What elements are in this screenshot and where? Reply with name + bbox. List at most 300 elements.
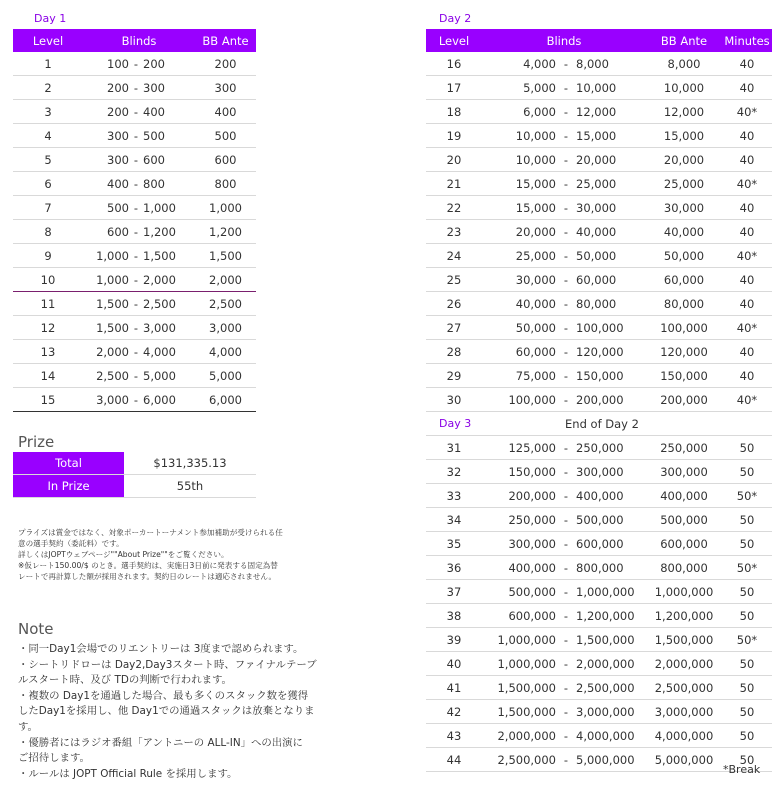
- minutes-cell: 50: [722, 652, 772, 676]
- blind-separator: -: [556, 388, 576, 412]
- prize-fine-print: [18, 527, 318, 582]
- table-row: [426, 52, 772, 76]
- blind-separator: -: [556, 748, 576, 772]
- level-cell: 6: [13, 172, 83, 196]
- blind-separator: -: [556, 556, 576, 580]
- small-blind-cell: 1,500,000: [482, 700, 556, 724]
- fine-print-line: プライズは賞金ではなく、対象ポーカートーナメント参加補助が受けられる任: [18, 528, 283, 537]
- bb-ante-cell: 5,000: [195, 364, 256, 388]
- level-cell: 5: [13, 148, 83, 172]
- level-cell: 29: [426, 364, 482, 388]
- minutes-cell: 40*: [722, 100, 772, 124]
- header-blinds: Blinds: [482, 29, 646, 52]
- big-blind-cell: 200,000: [576, 388, 646, 412]
- big-blind-cell: 3,000,000: [576, 700, 646, 724]
- small-blind-cell: 400,000: [482, 556, 556, 580]
- blind-separator: -: [556, 484, 576, 508]
- big-blind-cell: 12,000: [576, 100, 646, 124]
- minutes-cell: 40*: [722, 388, 772, 412]
- level-cell: 35: [426, 532, 482, 556]
- day1-header-row: [13, 29, 256, 52]
- big-blind-cell: 60,000: [576, 268, 646, 292]
- minutes-cell: 40: [722, 340, 772, 364]
- big-blind-cell: 30,000: [576, 196, 646, 220]
- table-row: [426, 196, 772, 220]
- table-row: [426, 556, 772, 580]
- big-blind-cell: 500: [143, 124, 195, 148]
- small-blind-cell: 200: [83, 100, 129, 124]
- big-blind-cell: 15,000: [576, 124, 646, 148]
- note-line: ・同一Day1会場でのリエントリーは 3度まで認められます。: [18, 643, 304, 655]
- big-blind-cell: 2,000,000: [576, 652, 646, 676]
- bb-ante-cell: 3,000: [195, 316, 256, 340]
- bb-ante-cell: 800,000: [646, 556, 722, 580]
- blind-separator: -: [556, 580, 576, 604]
- minutes-cell: 40: [722, 268, 772, 292]
- blind-separator: -: [129, 172, 143, 196]
- blind-separator: -: [129, 388, 143, 412]
- level-cell: 1: [13, 52, 83, 76]
- table-row: [426, 580, 772, 604]
- small-blind-cell: 6,000: [482, 100, 556, 124]
- table-row: [426, 100, 772, 124]
- big-blind-cell: 300,000: [576, 460, 646, 484]
- prize-value: 55th: [124, 475, 256, 498]
- bb-ante-cell: 2,000: [195, 268, 256, 292]
- level-cell: 32: [426, 460, 482, 484]
- table-row: [426, 484, 772, 508]
- minutes-cell: 40: [722, 148, 772, 172]
- big-blind-cell: 20,000: [576, 148, 646, 172]
- minutes-cell: 40: [722, 52, 772, 76]
- minutes-cell: 50*: [722, 556, 772, 580]
- big-blind-cell: 8,000: [576, 52, 646, 76]
- table-row: [426, 148, 772, 172]
- bb-ante-cell: 3,000,000: [646, 700, 722, 724]
- bb-ante-cell: 200: [195, 52, 256, 76]
- bb-ante-cell: 250,000: [646, 436, 722, 460]
- bb-ante-cell: 500,000: [646, 508, 722, 532]
- level-cell: 3: [13, 100, 83, 124]
- table-row: [13, 244, 256, 268]
- small-blind-cell: 10,000: [482, 124, 556, 148]
- small-blind-cell: 10,000: [482, 148, 556, 172]
- big-blind-cell: 2,500: [143, 292, 195, 316]
- bb-ante-cell: 600,000: [646, 532, 722, 556]
- table-row: [426, 436, 772, 460]
- big-blind-cell: 600: [143, 148, 195, 172]
- empty-cell: [722, 412, 772, 436]
- big-blind-cell: 25,000: [576, 172, 646, 196]
- level-cell: 26: [426, 292, 482, 316]
- bb-ante-cell: 2,500,000: [646, 676, 722, 700]
- small-blind-cell: 300: [83, 124, 129, 148]
- level-cell: 2: [13, 76, 83, 100]
- small-blind-cell: 25,000: [482, 244, 556, 268]
- bb-ante-cell: 500: [195, 124, 256, 148]
- small-blind-cell: 300,000: [482, 532, 556, 556]
- bb-ante-cell: 1,000: [195, 196, 256, 220]
- table-row: [426, 748, 772, 772]
- level-cell: 31: [426, 436, 482, 460]
- blind-separator: -: [556, 220, 576, 244]
- blind-separator: -: [129, 220, 143, 244]
- fine-print-line: 意の選手契約（委託料）です。: [18, 539, 124, 548]
- bb-ante-cell: 400: [195, 100, 256, 124]
- level-cell: 24: [426, 244, 482, 268]
- table-row: [426, 172, 772, 196]
- small-blind-cell: 2,500,000: [482, 748, 556, 772]
- small-blind-cell: 50,000: [482, 316, 556, 340]
- level-cell: 16: [426, 52, 482, 76]
- blind-separator: -: [556, 532, 576, 556]
- bb-ante-cell: 4,000: [195, 340, 256, 364]
- blind-separator: -: [556, 148, 576, 172]
- blind-separator: -: [556, 52, 576, 76]
- day3-label: Day 3: [426, 412, 482, 436]
- blind-separator: -: [129, 52, 143, 76]
- bb-ante-cell: 6,000: [195, 388, 256, 412]
- level-cell: 36: [426, 556, 482, 580]
- bb-ante-cell: 10,000: [646, 76, 722, 100]
- fine-print-line: ※仮レート150.00/$ のとき。選手契約は、実施日3日前に発表する固定為替: [18, 561, 278, 570]
- prize-key: In Prize: [13, 475, 124, 498]
- small-blind-cell: 300: [83, 148, 129, 172]
- note-body: [18, 642, 318, 782]
- day2-label: Day 2: [439, 12, 472, 25]
- fine-print-line: レートで再計算した額が採用されます。契約日のレートは適応されません。: [18, 572, 277, 581]
- level-cell: 43: [426, 724, 482, 748]
- bb-ante-cell: 2,000,000: [646, 652, 722, 676]
- big-blind-cell: 1,000: [143, 196, 195, 220]
- big-blind-cell: 250,000: [576, 436, 646, 460]
- big-blind-cell: 300: [143, 76, 195, 100]
- blind-separator: -: [129, 292, 143, 316]
- header-level: Level: [426, 29, 482, 52]
- blind-separator: -: [556, 172, 576, 196]
- day2-header-row: [426, 29, 772, 52]
- prize-title: Prize: [18, 433, 55, 451]
- level-cell: 22: [426, 196, 482, 220]
- minutes-cell: 50: [722, 724, 772, 748]
- small-blind-cell: 15,000: [482, 196, 556, 220]
- small-blind-cell: 600,000: [482, 604, 556, 628]
- fine-print-line: 詳しくはJOPTウェブページ""About Prize""をご覧ください。: [18, 550, 229, 559]
- bb-ante-cell: 400,000: [646, 484, 722, 508]
- small-blind-cell: 1,000: [83, 268, 129, 292]
- level-cell: 33: [426, 484, 482, 508]
- table-row: [426, 124, 772, 148]
- prize-table: [13, 452, 256, 498]
- blind-separator: -: [556, 316, 576, 340]
- level-cell: 4: [13, 124, 83, 148]
- level-cell: 25: [426, 268, 482, 292]
- blind-separator: -: [556, 76, 576, 100]
- level-cell: 13: [13, 340, 83, 364]
- bb-ante-cell: 100,000: [646, 316, 722, 340]
- note-line: ご招待します。: [18, 752, 90, 765]
- blind-separator: -: [129, 340, 143, 364]
- table-row: [13, 220, 256, 244]
- table-row: [13, 340, 256, 364]
- small-blind-cell: 5,000: [482, 76, 556, 100]
- small-blind-cell: 2,000,000: [482, 724, 556, 748]
- blind-separator: -: [556, 196, 576, 220]
- blind-separator: -: [556, 364, 576, 388]
- note-title: Note: [18, 620, 54, 638]
- end-of-day2-label: End of Day 2: [482, 412, 722, 436]
- level-cell: 19: [426, 124, 482, 148]
- small-blind-cell: 60,000: [482, 340, 556, 364]
- bb-ante-cell: 200,000: [646, 388, 722, 412]
- big-blind-cell: 10,000: [576, 76, 646, 100]
- big-blind-cell: 100,000: [576, 316, 646, 340]
- day1-label: Day 1: [34, 12, 67, 25]
- level-cell: 11: [13, 292, 83, 316]
- break-footnote: *Break: [723, 763, 761, 776]
- bb-ante-cell: 30,000: [646, 196, 722, 220]
- bb-ante-cell: 1,500: [195, 244, 256, 268]
- bb-ante-cell: 120,000: [646, 340, 722, 364]
- small-blind-cell: 2,500: [83, 364, 129, 388]
- prize-value: $131,335.13: [124, 452, 256, 475]
- table-row: [13, 148, 256, 172]
- level-cell: 12: [13, 316, 83, 340]
- minutes-cell: 40: [722, 196, 772, 220]
- bb-ante-cell: 150,000: [646, 364, 722, 388]
- note-line: ・ルールは JOPT Official Rule を採用します。: [18, 767, 238, 780]
- blind-separator: -: [556, 244, 576, 268]
- big-blind-cell: 2,500,000: [576, 676, 646, 700]
- blind-separator: -: [129, 100, 143, 124]
- table-row: [13, 76, 256, 100]
- table-row: [426, 724, 772, 748]
- small-blind-cell: 1,000,000: [482, 628, 556, 652]
- level-cell: 34: [426, 508, 482, 532]
- prize-key: Total: [13, 452, 124, 475]
- minutes-cell: 40: [722, 76, 772, 100]
- small-blind-cell: 200,000: [482, 484, 556, 508]
- table-row: [13, 172, 256, 196]
- table-row: [426, 364, 772, 388]
- blind-separator: -: [129, 244, 143, 268]
- table-row: [13, 124, 256, 148]
- table-row: [426, 676, 772, 700]
- bb-ante-cell: 20,000: [646, 148, 722, 172]
- minutes-cell: 50: [722, 436, 772, 460]
- small-blind-cell: 75,000: [482, 364, 556, 388]
- table-row: [13, 292, 256, 316]
- header-bb-ante: BB Ante: [646, 29, 722, 52]
- bb-ante-cell: 4,000,000: [646, 724, 722, 748]
- level-cell: 10: [13, 268, 83, 292]
- table-row: [13, 316, 256, 340]
- level-cell: 15: [13, 388, 83, 412]
- blind-separator: -: [556, 268, 576, 292]
- minutes-cell: 50: [722, 676, 772, 700]
- small-blind-cell: 1,000,000: [482, 652, 556, 676]
- table-row: [426, 508, 772, 532]
- blind-separator: -: [556, 100, 576, 124]
- prize-row: [13, 452, 256, 475]
- blind-separator: -: [556, 460, 576, 484]
- minutes-cell: 40*: [722, 244, 772, 268]
- small-blind-cell: 40,000: [482, 292, 556, 316]
- big-blind-cell: 800,000: [576, 556, 646, 580]
- minutes-cell: 40*: [722, 316, 772, 340]
- table-row: [13, 364, 256, 388]
- bb-ante-cell: 1,000,000: [646, 580, 722, 604]
- bb-ante-cell: 600: [195, 148, 256, 172]
- level-cell: 38: [426, 604, 482, 628]
- level-cell: 41: [426, 676, 482, 700]
- table-row: [426, 532, 772, 556]
- table-row: [13, 100, 256, 124]
- small-blind-cell: 400: [83, 172, 129, 196]
- blind-separator: -: [556, 724, 576, 748]
- table-row: [426, 316, 772, 340]
- table-row: [426, 268, 772, 292]
- big-blind-cell: 200: [143, 52, 195, 76]
- big-blind-cell: 400,000: [576, 484, 646, 508]
- level-cell: 28: [426, 340, 482, 364]
- blind-separator: -: [556, 124, 576, 148]
- level-cell: 21: [426, 172, 482, 196]
- small-blind-cell: 1,500: [83, 316, 129, 340]
- small-blind-cell: 1,500: [83, 292, 129, 316]
- table-row: [426, 340, 772, 364]
- table-row: [426, 628, 772, 652]
- blind-separator: -: [129, 196, 143, 220]
- minutes-cell: 40: [722, 292, 772, 316]
- header-minutes: Minutes: [722, 29, 772, 52]
- level-cell: 40: [426, 652, 482, 676]
- bb-ante-cell: 80,000: [646, 292, 722, 316]
- note-line: したDay1を採用し、他 Day1での通過スタックは放棄となりま: [18, 705, 315, 718]
- minutes-cell: 40: [722, 124, 772, 148]
- table-row: [426, 700, 772, 724]
- blind-separator: -: [556, 628, 576, 652]
- minutes-cell: 50*: [722, 484, 772, 508]
- table-row: [426, 388, 772, 412]
- big-blind-cell: 3,000: [143, 316, 195, 340]
- prize-row: [13, 475, 256, 498]
- minutes-cell: 50: [722, 460, 772, 484]
- big-blind-cell: 400: [143, 100, 195, 124]
- small-blind-cell: 200: [83, 76, 129, 100]
- bb-ante-cell: 60,000: [646, 268, 722, 292]
- blind-separator: -: [556, 508, 576, 532]
- level-cell: 14: [13, 364, 83, 388]
- minutes-cell: 50: [722, 700, 772, 724]
- minutes-cell: 50: [722, 748, 772, 772]
- note-line: ・シートリドローは Day2,Day3スタート時、ファイナルテーブ: [18, 658, 317, 671]
- small-blind-cell: 20,000: [482, 220, 556, 244]
- blind-separator: -: [556, 652, 576, 676]
- level-cell: 18: [426, 100, 482, 124]
- blind-separator: -: [129, 76, 143, 100]
- blind-separator: -: [556, 604, 576, 628]
- blind-separator: -: [129, 148, 143, 172]
- level-cell: 42: [426, 700, 482, 724]
- big-blind-cell: 5,000,000: [576, 748, 646, 772]
- level-cell: 37: [426, 580, 482, 604]
- big-blind-cell: 500,000: [576, 508, 646, 532]
- small-blind-cell: 500: [83, 196, 129, 220]
- big-blind-cell: 6,000: [143, 388, 195, 412]
- minutes-cell: 50: [722, 508, 772, 532]
- bb-ante-cell: 1,500,000: [646, 628, 722, 652]
- minutes-cell: 40: [722, 220, 772, 244]
- big-blind-cell: 1,200,000: [576, 604, 646, 628]
- big-blind-cell: 120,000: [576, 340, 646, 364]
- minutes-cell: 50*: [722, 628, 772, 652]
- blind-separator: -: [129, 268, 143, 292]
- bb-ante-cell: 25,000: [646, 172, 722, 196]
- small-blind-cell: 250,000: [482, 508, 556, 532]
- level-cell: 8: [13, 220, 83, 244]
- bb-ante-cell: 15,000: [646, 124, 722, 148]
- note-line: ルスタート時、及び TDの判断で行われます。: [18, 674, 232, 687]
- blind-separator: -: [129, 124, 143, 148]
- blind-separator: -: [556, 676, 576, 700]
- bb-ante-cell: 2,500: [195, 292, 256, 316]
- big-blind-cell: 4,000: [143, 340, 195, 364]
- header-level: Level: [13, 29, 83, 52]
- big-blind-cell: 1,500: [143, 244, 195, 268]
- big-blind-cell: 600,000: [576, 532, 646, 556]
- big-blind-cell: 1,000,000: [576, 580, 646, 604]
- header-bb-ante: BB Ante: [195, 29, 256, 52]
- small-blind-cell: 4,000: [482, 52, 556, 76]
- big-blind-cell: 4,000,000: [576, 724, 646, 748]
- table-row: [426, 220, 772, 244]
- table-row: [426, 76, 772, 100]
- day2-day3-structure-table: [426, 29, 772, 772]
- table-row: [13, 196, 256, 220]
- bb-ante-cell: 1,200,000: [646, 604, 722, 628]
- small-blind-cell: 100,000: [482, 388, 556, 412]
- big-blind-cell: 150,000: [576, 364, 646, 388]
- small-blind-cell: 600: [83, 220, 129, 244]
- minutes-cell: 50: [722, 604, 772, 628]
- blind-separator: -: [556, 436, 576, 460]
- minutes-cell: 50: [722, 580, 772, 604]
- table-row: [426, 604, 772, 628]
- bb-ante-cell: 12,000: [646, 100, 722, 124]
- blind-separator: -: [556, 340, 576, 364]
- small-blind-cell: 500,000: [482, 580, 556, 604]
- level-cell: 20: [426, 148, 482, 172]
- blind-separator: -: [129, 316, 143, 340]
- level-cell: 39: [426, 628, 482, 652]
- minutes-cell: 40: [722, 364, 772, 388]
- bb-ante-cell: 300: [195, 76, 256, 100]
- bb-ante-cell: 5,000,000: [646, 748, 722, 772]
- bb-ante-cell: 50,000: [646, 244, 722, 268]
- blind-separator: -: [129, 364, 143, 388]
- minutes-cell: 50: [722, 532, 772, 556]
- level-cell: 30: [426, 388, 482, 412]
- note-line: す。: [18, 720, 38, 733]
- note-line: ・優勝者にはラジオ番組「アントニーの ALL-IN」への出演に: [18, 736, 303, 749]
- table-row: [13, 268, 256, 292]
- table-row: [426, 652, 772, 676]
- table-row: [426, 244, 772, 268]
- big-blind-cell: 5,000: [143, 364, 195, 388]
- big-blind-cell: 2,000: [143, 268, 195, 292]
- small-blind-cell: 15,000: [482, 172, 556, 196]
